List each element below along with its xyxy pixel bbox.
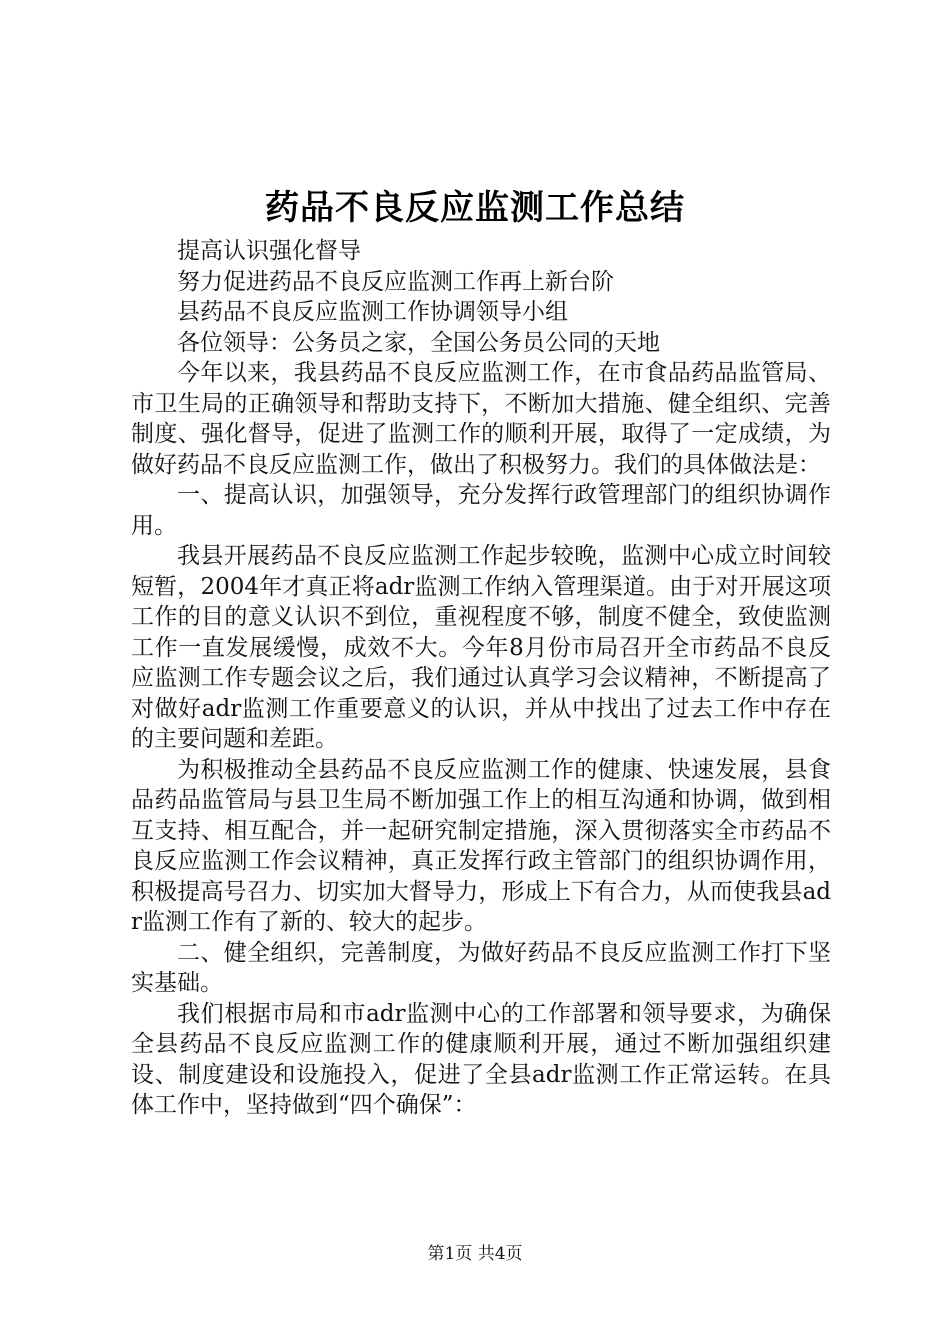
salutation-line: 各位领导：公务员之家，全国公务员公同的天地	[177, 329, 660, 356]
body-paragraph: 为积极推动全县药品不良反应监测工作的健康、快速发展，县食品药品监管局与县卫生局不断加强工作上的相互沟通和协调，做到相互支持、相互配合，并一起研究制定措施，深入贯彻落实全市药品不良反应监测工作会议精神，真正发挥行政主管部门的组织协调作用，积极提高号召力、切实加大督导力，形成上下有合力，从而使我县adr监测工作有了新的、较大的起步。	[131, 756, 831, 935]
subtitle-line: 提高认识强化督导	[177, 238, 361, 264]
body-paragraph: 我县开展药品不良反应监测工作起步较晚，监测中心成立时间较短暂，2004年才真正将adr监测工作纳入管理渠道。由于对开展这项工作的目的意义认识不到位，重视程度不够，制度不健全，致使监测工作一直发展缓慢，成效不大。今年8月份市局召开全市药品不良反应监测工作专题会议之后，我们通过认真学习会议精神，不断提高了对做好adr监测工作重要意义的认识，并从中找出了过去工作中存在的主要问题和差距。	[131, 543, 831, 752]
section-heading: 一、提高认识，加强领导，充分发挥行政管理部门的组织协调作用。	[131, 482, 831, 539]
document-body	[131, 236, 831, 1121]
subtitle-line: 努力促进药品不良反应监测工作再上新台阶	[177, 268, 614, 295]
document-title: 药品不良反应监测工作总结	[265, 188, 685, 228]
page-number-footer: 第1页 共4页	[427, 1244, 523, 1264]
body-paragraph: 我们根据市局和市adr监测中心的工作部署和领导要求，为确保全县药品不良反应监测工作的健康顺利开展，通过不断加强组织建设、制度建设和设施投入，促进了全县adr监测工作正常运转。在具体工作中，坚持做到“四个确保”：	[131, 1000, 831, 1118]
author-line: 县药品不良反应监测工作协调领导小组	[177, 299, 568, 325]
body-paragraph: 今年以来，我县药品不良反应监测工作，在市食品药品监管局、市卫生局的正确领导和帮助支持下，不断加大措施、健全组织、完善制度、强化督导，促进了监测工作的顺利开展，取得了一定成绩，为做好药品不良反应监测工作，做出了积极努力。我们的具体做法是：	[131, 360, 831, 478]
section-heading: 二、健全组织，完善制度，为做好药品不良反应监测工作打下坚实基础。	[131, 939, 831, 996]
